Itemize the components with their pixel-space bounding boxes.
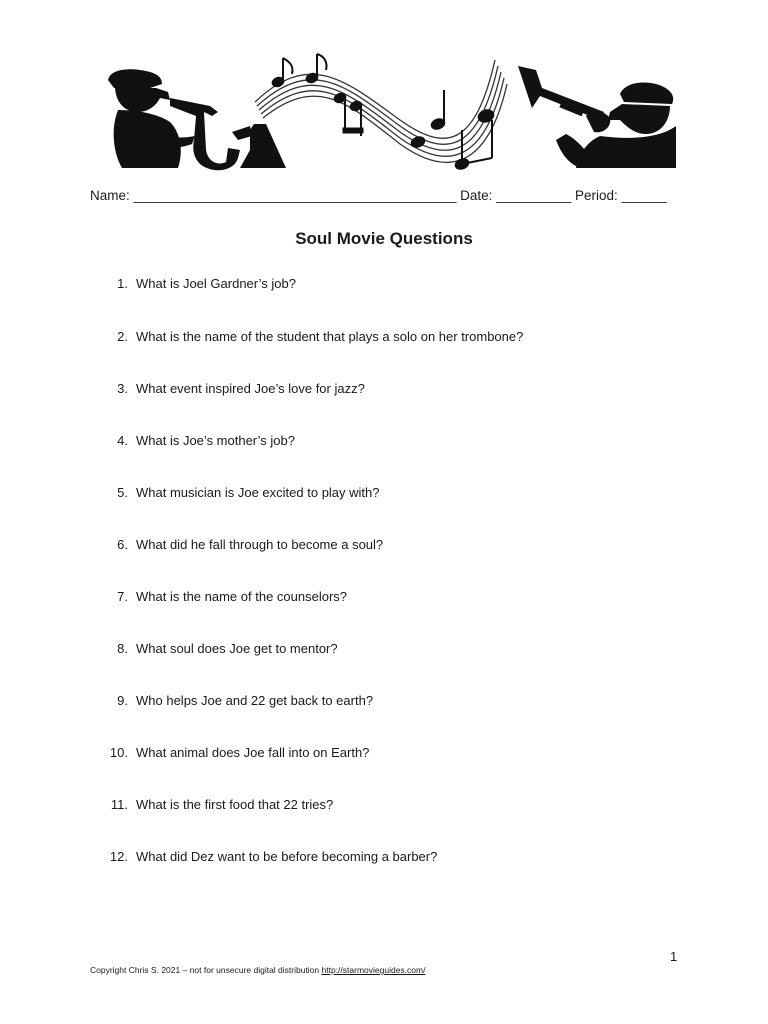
question-number: 8. bbox=[117, 641, 128, 656]
question-text: What did Dez want to be before becoming a barber? bbox=[136, 849, 438, 864]
header-illustration bbox=[100, 40, 680, 175]
question-number: 4. bbox=[117, 433, 128, 448]
question-text: What is Joel Gardner’s job? bbox=[136, 276, 296, 291]
question-text: What is the name of the student that plays a solo on her trombone? bbox=[136, 329, 524, 344]
question-number: 3. bbox=[117, 381, 128, 396]
question-number: 7. bbox=[117, 589, 128, 604]
question-text: What is Joe’s mother’s job? bbox=[136, 433, 295, 448]
question-text: What soul does Joe get to mentor? bbox=[136, 641, 338, 656]
question-number: 6. bbox=[117, 537, 128, 552]
period-field[interactable]: Period: ______ bbox=[575, 188, 667, 203]
date-field[interactable]: Date: __________ bbox=[460, 188, 572, 203]
name-field[interactable]: Name: ___________________________________________ bbox=[90, 188, 457, 203]
page-title: Soul Movie Questions bbox=[295, 229, 473, 248]
question-number: 5. bbox=[117, 485, 128, 500]
student-info-line bbox=[90, 188, 690, 203]
question-text: What musician is Joe excited to play with? bbox=[136, 485, 380, 500]
question-text: What event inspired Joe’s love for jazz? bbox=[136, 381, 365, 396]
footer-link[interactable]: http://starmovieguides.com/ bbox=[321, 965, 426, 975]
question-text: What animal does Joe fall into on Earth? bbox=[136, 745, 370, 760]
page-number: 1 bbox=[670, 949, 678, 964]
question-number: 10. bbox=[109, 745, 128, 760]
music-notes-icon bbox=[271, 54, 496, 171]
footer bbox=[90, 965, 425, 975]
question-text: What is the name of the counselors? bbox=[136, 589, 348, 604]
question-number: 2. bbox=[117, 329, 128, 344]
music-staff-icon bbox=[255, 60, 507, 162]
question-number: 12. bbox=[109, 849, 128, 864]
saxophonist-icon bbox=[108, 69, 286, 170]
question-number: 11. bbox=[110, 797, 128, 812]
copyright-text: Copyright Chris S. 2021 – not for unsecure digital distribution bbox=[90, 965, 322, 975]
question-text: What did he fall through to become a soul? bbox=[136, 537, 384, 552]
question-number: 9. bbox=[117, 693, 128, 708]
question-number: 1. bbox=[117, 276, 128, 291]
trumpeter-icon bbox=[518, 66, 676, 168]
question-text: Who helps Joe and 22 get back to earth? bbox=[136, 693, 374, 708]
question-text: What is the first food that 22 tries? bbox=[136, 797, 334, 812]
